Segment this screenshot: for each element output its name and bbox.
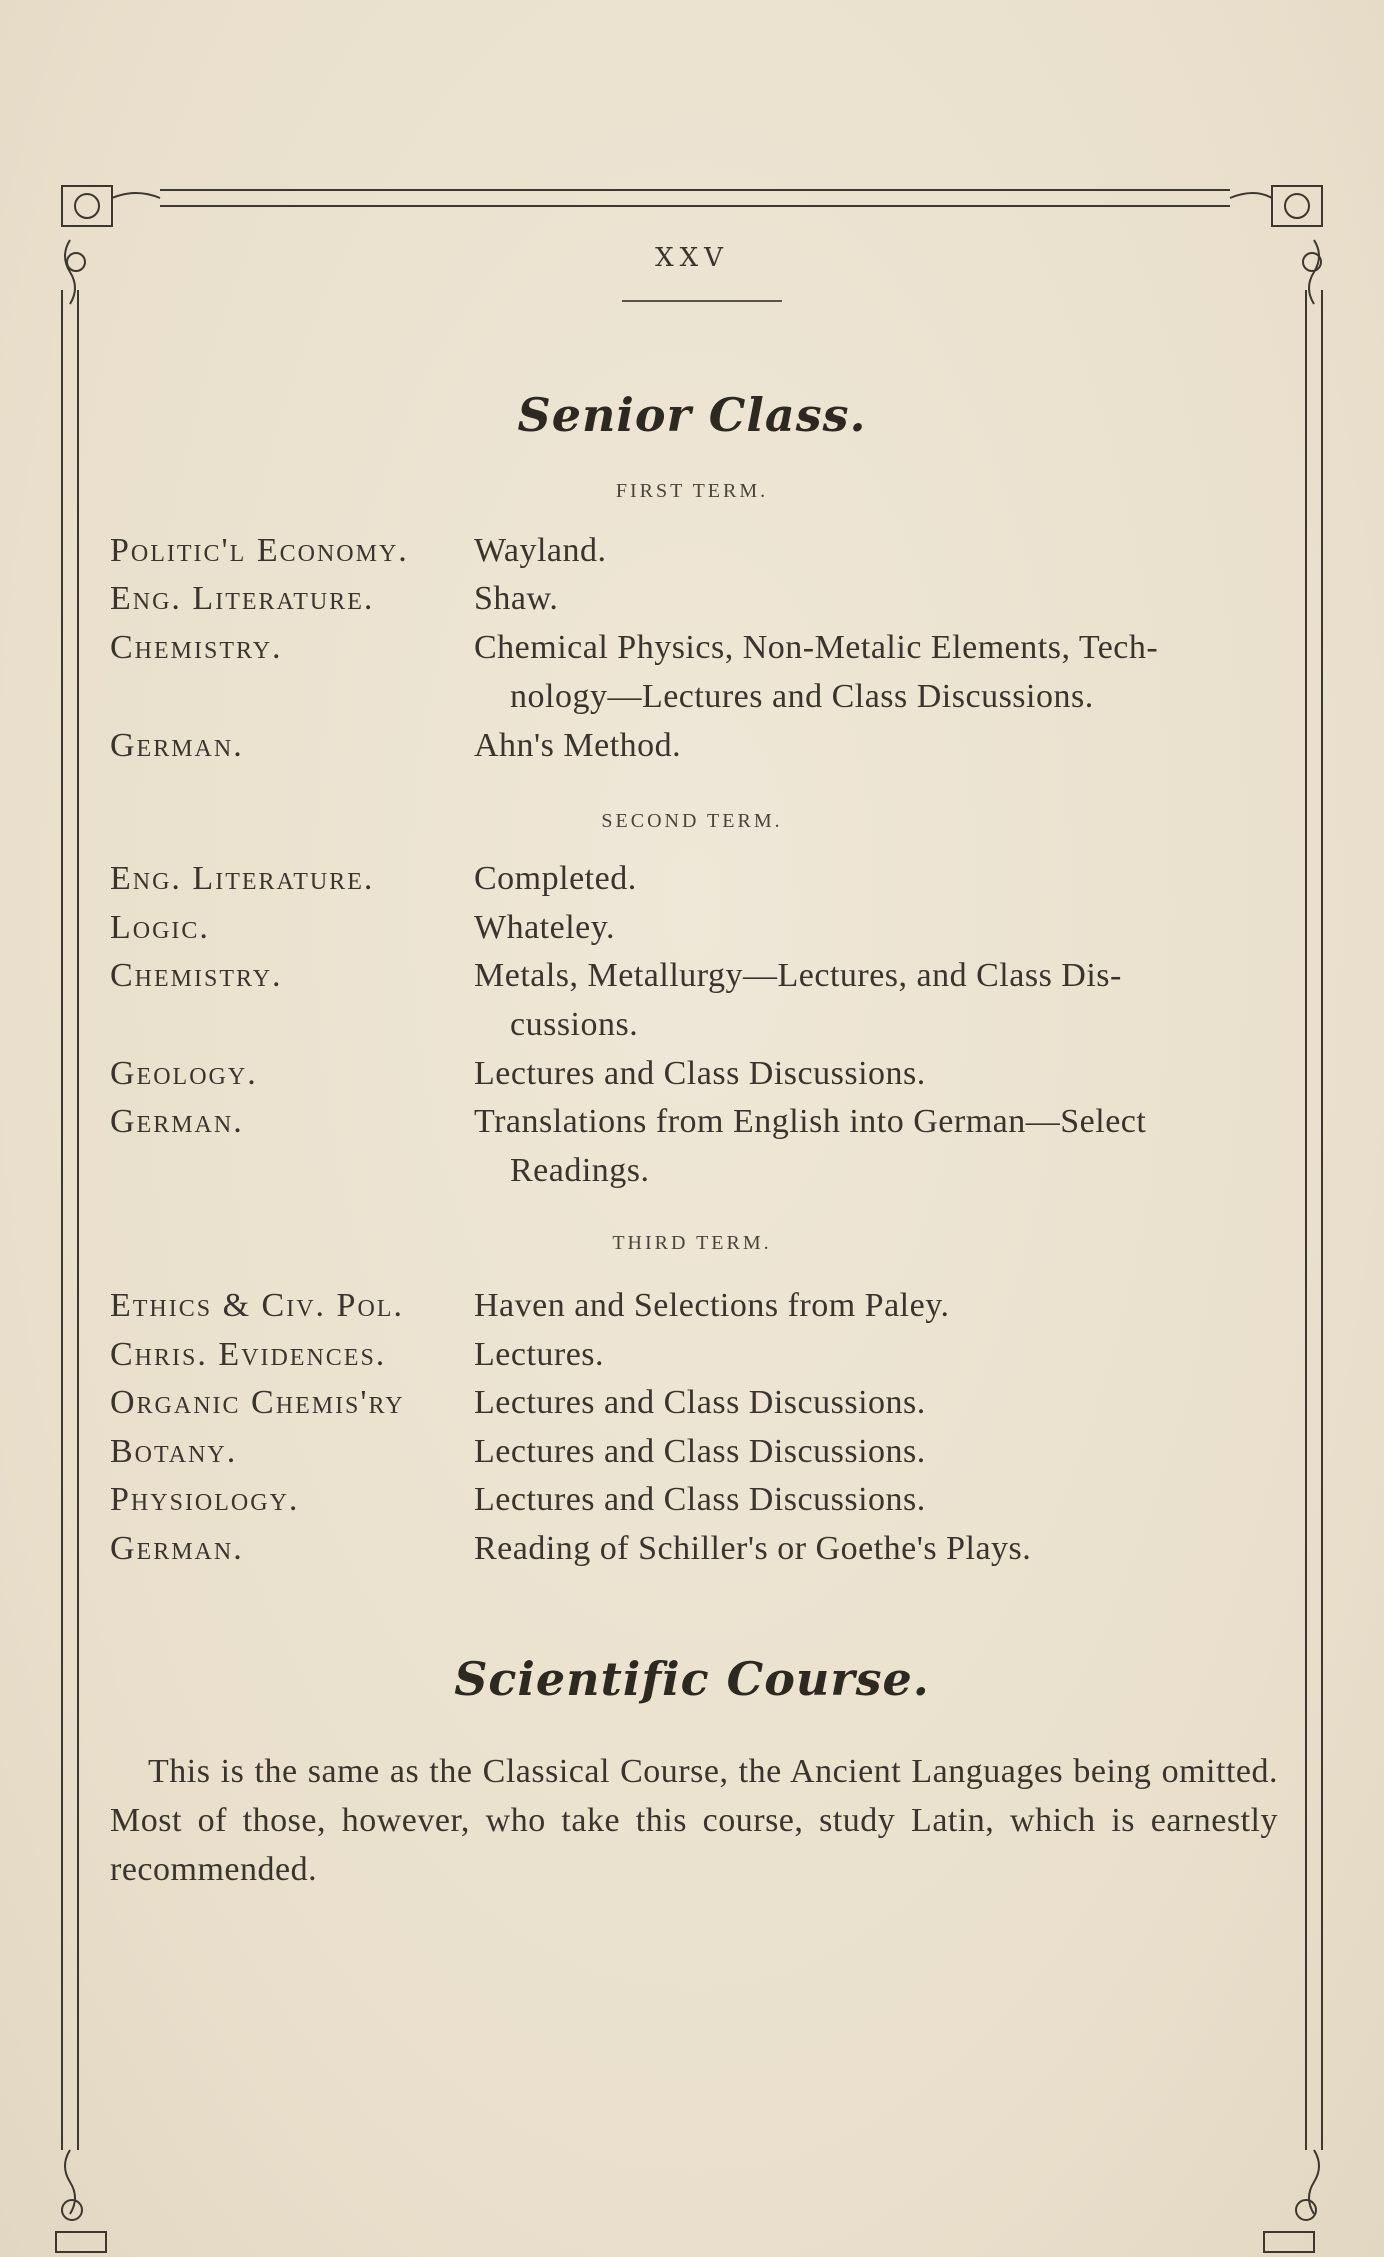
scientific-course-heading: Scientific Course. (454, 1652, 930, 1706)
subject-text: Whateley. (474, 909, 616, 946)
subject-text: Lectures. (474, 1336, 605, 1373)
second-term-label: SECOND TERM. (601, 810, 783, 832)
subject-text: Lectures and Class Discussions. (474, 1481, 926, 1518)
text-line: Chemical Physics, Non-Metalic Elements, Tech- (474, 629, 1159, 666)
subject-name: Politic'l Economy. (110, 532, 409, 569)
text-line-continued: Readings. (510, 1152, 650, 1189)
subject-name: Physiology. (110, 1481, 300, 1518)
subject-name: German. (110, 727, 244, 764)
subject-text (474, 951, 1384, 1049)
subject-text: Reading of Schiller's or Goethe's Plays. (474, 1530, 1032, 1567)
subject-name: Chris. Evidences. (110, 1336, 387, 1373)
subject-name: Botany. (110, 1433, 238, 1470)
subject-name: Organic Chemis'ry (110, 1384, 405, 1421)
subject-name: Geology. (110, 1055, 258, 1092)
page-number: XXV (655, 243, 729, 273)
subject-name: Logic. (110, 909, 210, 946)
subject-name: Chemistry. (110, 629, 283, 666)
subject-name: German. (110, 1530, 244, 1567)
subject-text (474, 623, 1384, 721)
subject-text: Haven and Selections from Paley. (474, 1287, 950, 1324)
first-term-label: FIRST TERM. (615, 480, 769, 502)
text-line-continued: nology—Lectures and Class Discussions. (510, 678, 1094, 715)
subject-text: Lectures and Class Discussions. (474, 1055, 926, 1092)
subject-name: German. (110, 1103, 244, 1140)
subject-text: Lectures and Class Discussions. (474, 1433, 926, 1470)
scientific-course-paragraph: This is the same as the Classical Course, the Ancient Languages being omitted. Most of those, however, who take this course, study Latin, which is earnestly recommended. (110, 1753, 1278, 1888)
subject-name: Chemistry. (110, 957, 283, 994)
subject-text: Ahn's Method. (474, 727, 682, 764)
subject-text: Lectures and Class Discussions. (474, 1384, 926, 1421)
subject-name: Eng. Literature. (110, 860, 375, 897)
subject-text (474, 1097, 1384, 1195)
subject-text: Wayland. (474, 532, 607, 569)
subject-text: Shaw. (474, 580, 559, 617)
subject-text: Completed. (474, 860, 637, 897)
text-line: Metals, Metallurgy—Lectures, and Class Dis- (474, 957, 1122, 994)
text-line-continued: cussions. (510, 1006, 639, 1043)
third-term-label: THIRD TERM. (612, 1232, 772, 1254)
text-line: Translations from English into German—Select (474, 1103, 1147, 1140)
page-number-rule (622, 300, 782, 302)
subject-name: Ethics & Civ. Pol. (110, 1287, 404, 1324)
subject-name: Eng. Literature. (110, 580, 375, 617)
senior-class-heading: Senior Class. (517, 388, 867, 442)
